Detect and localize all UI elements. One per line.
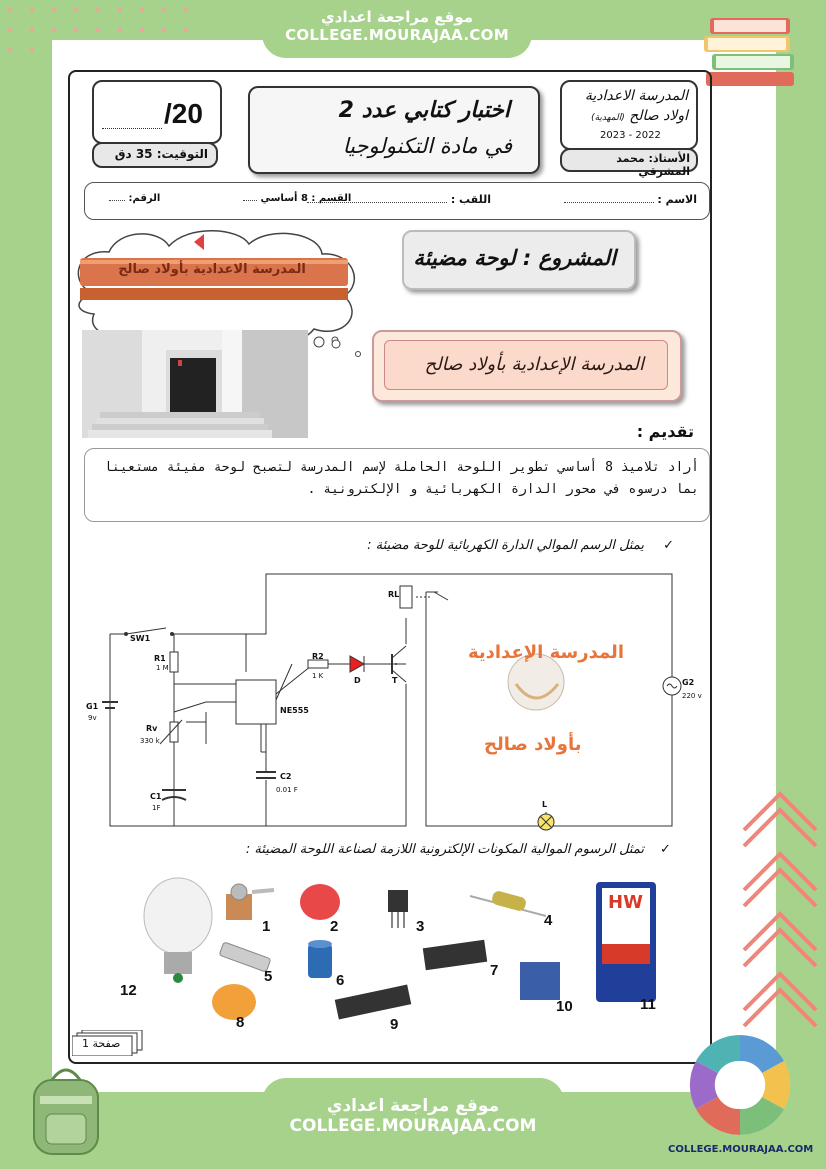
checkmark-icon: ✓ [660,842,671,857]
school-year: 2023 - 2022 [600,130,661,141]
number-label: الرقم: [128,193,161,204]
bubble-dots [328,334,368,364]
name-field[interactable] [564,193,697,206]
label-sw1: SW1 [130,634,151,643]
intro-box [84,448,710,522]
surname-label: اللقب : [450,193,491,206]
site-name-arabic: موقع مراجعة اعدادي [321,8,473,26]
title-box [248,86,540,174]
exam-subject: في مادة التكنولوجيا [342,134,512,158]
chevron-decoration-icon [740,790,820,1030]
label-g2: G2 [682,678,695,687]
site-name-arabic-bottom: موقع مراجعة اعدادي [326,1096,500,1116]
school-town-row [591,108,688,124]
project-title: المشروع : لوحة مضيئة [413,246,616,270]
component-label-6: 6 [336,972,345,989]
component-label-12: 12 [120,982,137,999]
components-caption: تمثل الرسوم الموالية المكونات الإلكترونية اللازمة لصناعة اللوحة المضيئة : [245,842,644,857]
score: /20 [164,98,203,129]
label-r2-val: 1 K [312,672,324,680]
label-r1: R1 [154,654,166,663]
number-field[interactable] [109,193,160,204]
label-c2-val: 0.01 F [276,786,298,794]
school-region: (المهدية) [591,113,625,123]
label-c1-val: 1F [152,804,161,812]
board-text: المدرسة الإعدادية بأولاد صالح [424,354,644,375]
battery-brand: HW [608,892,643,913]
component-label-3: 3 [416,918,425,935]
intro-text: أراد تلاميذ 8 أساسي تطوير اللوحة الحاملة لإسم المدرسة لتصبح لوحة مفيئة مستعينا بما درسوه في محور الدارة الكهربائية و الإلكترونية . [104,460,699,497]
label-r2: R2 [312,652,324,661]
circuit-diagram [96,572,696,834]
component-label-1: 1 [262,918,271,935]
books-icon [700,10,805,90]
board-box [372,330,682,402]
label-rl: RL [388,590,400,599]
student-info-box [84,182,710,220]
label-rv-val: 330 k [140,737,160,745]
school-building-photo [82,330,308,438]
exam-title: اختبار كتابي عدد 2 [338,98,510,123]
checkmark-icon: ✓ [663,538,674,553]
component-label-11: 11 [640,996,656,1013]
component-label-5: 5 [264,968,273,985]
label-g1-val: 9v [88,714,97,722]
project-title-box [402,230,636,290]
school-town: اولاد صالح [629,108,688,124]
logo-caption[interactable]: COLLEGE.MOURAJAA.COM [668,1144,814,1155]
label-c1: C1 [150,792,162,801]
circuit-logo-top: المدرسة الإعدادية [468,642,624,663]
circuit-caption: يمثل الرسم الموالي الدارة الكهربائية للوحة مضيئة : [367,538,644,553]
label-c2: C2 [280,772,292,781]
name-label: الاسم : [657,193,697,206]
school-box [560,80,698,150]
label-g1: G1 [86,702,99,711]
intro-heading: تقديم : [636,422,694,441]
label-l: L [542,800,548,809]
component-label-9: 9 [390,1016,399,1033]
component-label-10: 10 [556,998,573,1015]
circuit-logo-bottom: بأولاد صالح [484,734,582,755]
class-label: القسم : 8 أساسي [260,193,352,204]
label-g2-val: 220 v [682,692,702,700]
component-label-7: 7 [490,962,499,979]
site-url-bottom[interactable]: COLLEGE.MOURAJAA.COM [289,1116,537,1136]
sign-text: المدرسة الاعدادية بأولاد صالح [118,262,306,277]
label-rv: Rv [146,724,158,733]
timing: التوقيت: 35 دق [114,147,208,161]
label-t: T [392,676,398,685]
teacher-box [560,148,698,178]
timing-box [92,142,218,168]
component-label-2: 2 [330,918,339,935]
label-ic: NE555 [280,706,309,715]
site-banner-bottom[interactable] [262,1078,564,1150]
circuit-caption-row [651,538,674,553]
site-url[interactable]: COLLEGE.MOURAJAA.COM [285,26,509,44]
teacher: الأستاذ: محمد المشرقي [616,152,690,178]
backpack-icon [16,1060,116,1160]
label-r1-val: 1 M [156,664,169,672]
label-d: D [354,676,361,685]
component-label-8: 8 [236,1014,245,1031]
site-banner-top[interactable] [262,0,532,58]
school-name: المدرسة الاعدادية [584,88,688,104]
component-label-4: 4 [544,912,553,929]
page-label: صفحة 1 [82,1037,121,1050]
score-box [92,80,222,144]
class-field [243,193,351,204]
